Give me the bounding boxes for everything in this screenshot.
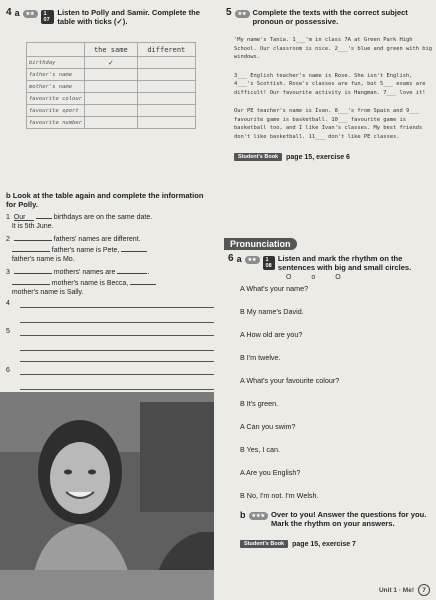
- dialogue-line: B No, I'm not. I'm Welsh.: [240, 491, 319, 500]
- exercise-5-texts: [226, 36, 432, 141]
- handwritten-text: 3___ English teacher's name is Rose. She isn't English, 4___'s Scottish. Rose's classes are fun, but 5___ exams are difficult! Our favourite activity is Hangman. 7___ love it!: [234, 72, 426, 96]
- answer-blank[interactable]: [14, 266, 52, 274]
- row-label: favourite colour: [27, 93, 85, 105]
- tick-cell[interactable]: [137, 105, 195, 117]
- handwritten-text: 'My name's Tania. 1___'m in class 7A at Green Park High School. Our classroom is nice. 2___'s blue and green with big windows.: [234, 37, 432, 60]
- unit-label: Unit 1 · Me!: [378, 586, 414, 594]
- dialogue-line: B I'm twelve.: [240, 353, 281, 362]
- answer-line[interactable]: [20, 297, 214, 308]
- question-text: mothers' names are: [53, 269, 116, 276]
- exercise-instruction: Look at the table again and complete the information for Polly.: [6, 191, 204, 209]
- row-label: favourite sport: [27, 105, 85, 117]
- question-number: 5: [6, 328, 10, 335]
- question-text: mother's name is Becca,: [51, 280, 129, 287]
- answer-blank[interactable]: [12, 244, 50, 252]
- dialogue-line: A Can you swim?: [240, 422, 296, 431]
- question-6: [6, 366, 214, 390]
- question-number: 1: [6, 214, 10, 221]
- answer-blank[interactable]: [121, 244, 147, 252]
- tick-cell[interactable]: [85, 69, 138, 81]
- students-book-reference: [240, 540, 432, 548]
- exercise-6-header: [228, 253, 432, 272]
- tick-cell[interactable]: [137, 81, 195, 93]
- exercise-number: 4: [6, 7, 12, 18]
- answer-blank[interactable]: [117, 266, 147, 274]
- handwritten-text: Our PE teacher's name is Ivan. 8___'s from Spain and 9___ favourite game is basketball. 10___ favourite game is basketball too, and I like Ivan's classes. My best friends don't like basketball. 11___ don't like PE classes.: [234, 108, 423, 140]
- row-label: favourite number: [27, 117, 85, 129]
- question-1: [6, 211, 214, 231]
- exercise-4: [6, 8, 214, 26]
- answer-blank[interactable]: [12, 277, 50, 285]
- exercise-letter: a: [236, 254, 242, 264]
- page-footer: [379, 584, 430, 596]
- question-number: 2: [6, 236, 10, 243]
- girl-photo: [0, 392, 214, 600]
- dialogue-line: A How old are you?: [240, 330, 303, 339]
- column-header: the same: [85, 43, 138, 57]
- table-row: [27, 117, 196, 129]
- question-text: mother's name is Sally.: [11, 289, 84, 296]
- difficulty-stars-icon: ★★: [235, 10, 250, 18]
- answer-line[interactable]: [20, 364, 214, 375]
- row-label: father's name: [27, 69, 85, 81]
- question-number: 6: [6, 367, 10, 374]
- table-row: [27, 57, 196, 69]
- table-row: [27, 69, 196, 81]
- table-row: [27, 81, 196, 93]
- exercise-5: [226, 8, 432, 161]
- answer-line[interactable]: [20, 340, 214, 351]
- question-text: father's name is Pete,: [51, 247, 120, 254]
- difficulty-stars-icon: ★★★: [249, 512, 268, 520]
- exercise-number: 6: [228, 253, 234, 264]
- ticks-table: [26, 42, 196, 129]
- pronunciation-banner: Pronunciation: [224, 238, 297, 250]
- answer-blank[interactable]: [14, 233, 52, 241]
- table-row: [27, 93, 196, 105]
- difficulty-stars-icon: ★★: [245, 256, 260, 264]
- tick-cell[interactable]: [85, 93, 138, 105]
- answer-line[interactable]: [20, 351, 214, 362]
- question-4: [6, 299, 214, 323]
- tick-cell[interactable]: [85, 81, 138, 93]
- answer-line[interactable]: [20, 325, 214, 336]
- row-label: birthday: [27, 57, 85, 69]
- tick-cell[interactable]: [137, 69, 195, 81]
- exercise-6: [228, 253, 432, 548]
- question-number: 4: [6, 300, 10, 307]
- reference-text: page 15, exercise 6: [286, 153, 350, 161]
- dialogue-line: B My name's David.: [240, 307, 304, 316]
- question-text: father's name is Mo.: [11, 256, 75, 263]
- dialogue-line: A Are you English?: [240, 468, 301, 477]
- row-label: mother's name: [27, 81, 85, 93]
- exercise-instruction: Over to you! Answer the questions for you. Mark the rhythm on your answers.: [270, 510, 427, 528]
- dialogue-line: A What's your name?: [240, 284, 309, 293]
- question-5: [6, 327, 214, 362]
- exercise-letter: b: [6, 191, 11, 200]
- photo-illustration: [0, 392, 214, 600]
- exercise-4b: [6, 191, 214, 390]
- tick-cell[interactable]: [85, 117, 138, 129]
- answer-blank[interactable]: [36, 211, 52, 219]
- rhythm-circles: O o O: [286, 274, 350, 281]
- difficulty-stars-icon: ★★: [23, 10, 38, 18]
- question-text: birthdays are on the same date.: [53, 214, 153, 221]
- students-book-reference: [226, 153, 432, 161]
- students-book-badge: Student's Book: [240, 540, 288, 548]
- answer-blank[interactable]: [130, 277, 156, 285]
- answer-blank[interactable]: Our: [14, 213, 34, 221]
- exercise-5-header: [226, 8, 432, 26]
- tick-cell[interactable]: [137, 117, 195, 129]
- column-header: different: [137, 43, 195, 57]
- question-number: 3: [6, 269, 10, 276]
- exercise-4-header: [6, 8, 214, 26]
- tick-cell[interactable]: [137, 57, 195, 69]
- tick-cell[interactable]: [85, 105, 138, 117]
- exercise-instruction: Listen to Polly and Samir. Complete the table with ticks (✓).: [57, 8, 200, 26]
- reference-text: page 15, exercise 7: [292, 540, 356, 548]
- exercise-instruction: Listen and mark the rhythm on the sentences with big and small circles.: [277, 254, 412, 272]
- exercise-letter: a: [14, 8, 20, 18]
- tick-cell[interactable]: ✓: [85, 57, 138, 69]
- audio-track-icon: 1 08: [263, 256, 275, 270]
- question-3: 3 mothers' names are . mother's name is Becca, mother's name is Sally.: [6, 266, 214, 297]
- answer-line[interactable]: [20, 379, 214, 390]
- answer-line[interactable]: [20, 312, 214, 323]
- question-text: fathers' names are different.: [53, 236, 141, 243]
- exercise-number: 5: [226, 7, 232, 18]
- dialogue-line: B It's green.: [240, 399, 279, 408]
- exercise-6b-header: [240, 510, 432, 528]
- dialogue-line: A What's your favourite colour?: [240, 376, 340, 385]
- dialogue-line: B Yes, I can.: [240, 445, 280, 454]
- tick-cell[interactable]: [137, 93, 195, 105]
- students-book-badge: Student's Book: [234, 153, 282, 161]
- table-corner: [27, 43, 85, 57]
- question-2: [6, 233, 214, 264]
- question-text: It is 5th June.: [11, 223, 54, 230]
- exercise-instruction: Complete the texts with the correct subject pronoun or possessive.: [252, 8, 408, 26]
- exercise-4b-header: [6, 191, 214, 209]
- page-number: 7: [418, 584, 430, 596]
- audio-track-icon: 1 07: [41, 10, 55, 24]
- exercise-letter: b: [240, 510, 246, 520]
- table-row: [27, 105, 196, 117]
